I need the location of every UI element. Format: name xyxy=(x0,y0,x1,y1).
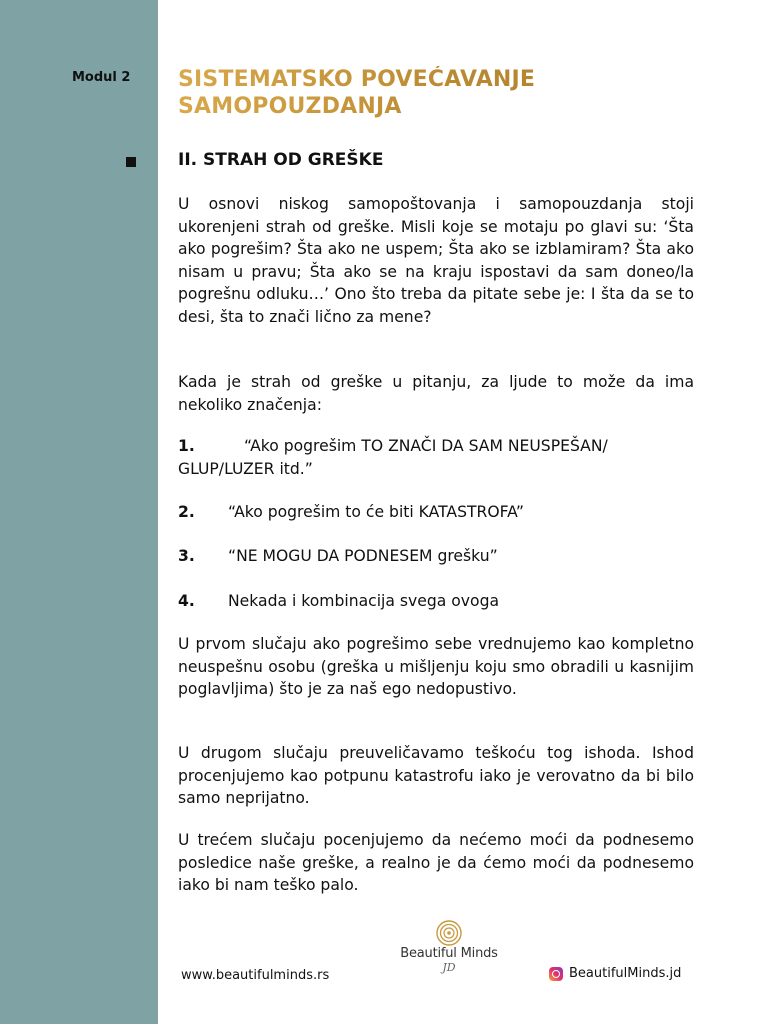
list-item-text: “Ako pogrešim TO ZNAČI DA SAM NEUSPEŠAN/ GLUP/LUZER itd.” xyxy=(178,437,608,478)
list-item xyxy=(178,501,694,524)
paragraph-meanings: Kada je strah od greške u pitanju, za ljude to može da ima nekoliko značenja: xyxy=(178,373,694,414)
instagram-icon xyxy=(549,967,563,981)
list-item-text: “NE MOGU DA PODNESEM grešku” xyxy=(228,547,498,565)
module-label: Modul 2 xyxy=(72,70,131,85)
paragraph-intro: U osnovi niskog samopoštovanja i samopouzdanja stoji ukorenjeni strah od greške. Misli koje se motaju po glavi su: ‘Šta ako pogrešim? Šta ako ne uspem; Šta ako se izblamiram? Šta ako nisam u pravu; Šta ako se na kraju ispostavi da sam doneo/la pogrešnu odluku…’ Ono što treba da pitate sebe je: I šta da se to desi, šta to znači lično za mene? xyxy=(178,195,694,326)
instagram-handle: BeautifulMinds.jd xyxy=(569,966,682,981)
paragraph-second-case: U drugom slučaju preuveličavamo teškoću tog ishoda. Ishod procenjujemo kao potpunu katastrofu iako je verovatno da bi bilo samo neprijatno. xyxy=(178,744,694,807)
list-item-number: 4. xyxy=(178,592,195,610)
paragraph-first-case: U prvom slučaju ako pogrešimo sebe vrednujemo kao kompletno neuspešnu osobu (greška u mišljenju koju smo obradili u kasnijim poglavljima) što je za naš ego nedopustivo. xyxy=(178,635,694,698)
spiral-logo-icon xyxy=(436,920,462,946)
page-title xyxy=(178,66,738,120)
instagram-link[interactable] xyxy=(549,966,681,981)
title-line-2: SAMOPOUZDANJA xyxy=(178,94,402,119)
left-color-band xyxy=(0,0,158,1024)
list-item-text: “Ako pogrešim to će biti KATASTROFA” xyxy=(228,503,524,521)
logo-text: Beautiful Minds xyxy=(400,946,498,961)
list-item xyxy=(178,590,694,613)
list-item xyxy=(178,545,694,568)
brand-logo xyxy=(388,920,510,990)
logo-signature: JD xyxy=(442,961,456,974)
title-line-1: SISTEMATSKO POVEĆAVANJE xyxy=(178,67,536,92)
square-bullet-icon xyxy=(126,157,136,167)
list-item xyxy=(178,435,694,480)
list-item-number: 1. xyxy=(178,437,195,455)
paragraph-third-case: U trećem slučaju pocenjujemo da nećemo moći da podnesemo posledice naše greške, a realno je da ćemo moći da podnesemo iako bi nam teško palo. xyxy=(178,831,694,894)
list-item-number: 3. xyxy=(178,547,195,565)
section-heading: II. STRAH OD GREŠKE xyxy=(178,150,384,170)
list-item-number: 2. xyxy=(178,503,195,521)
list-item-text: Nekada i kombinacija svega ovoga xyxy=(228,592,500,610)
footer-website-link[interactable]: www.beautifulminds.rs xyxy=(181,968,330,983)
